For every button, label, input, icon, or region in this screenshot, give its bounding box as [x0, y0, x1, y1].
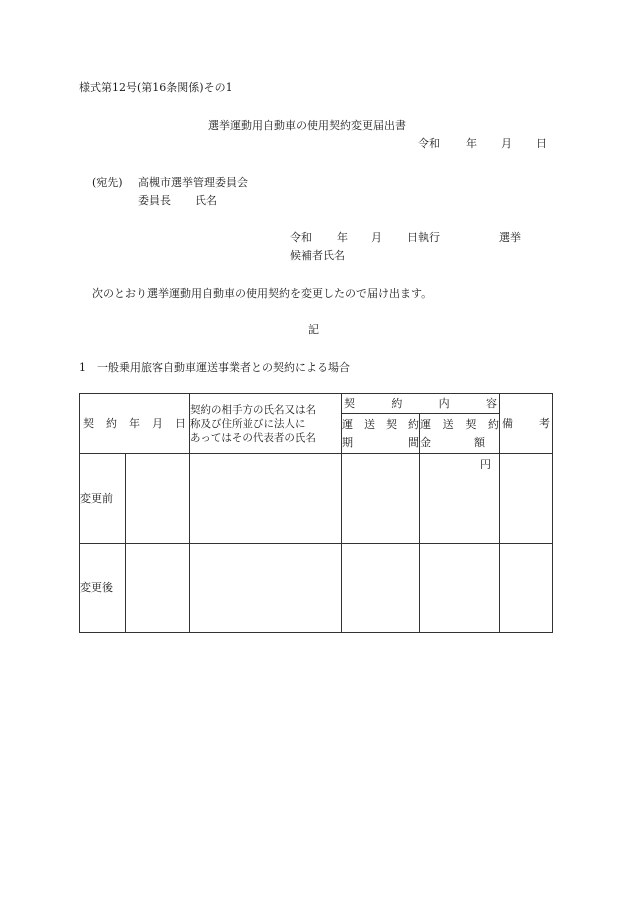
- cell-party-before: [190, 454, 342, 544]
- addressee-name: 高槻市選挙管理委員会: [138, 176, 248, 189]
- cell-contract-date-before: [126, 454, 190, 544]
- election-era: 令和: [290, 231, 312, 244]
- header-char: 金: [420, 435, 431, 449]
- table-row-before: [80, 454, 553, 544]
- cell-remarks-after: [500, 544, 553, 633]
- statement: 次のとおり選挙運動用自動車の使用契約を変更したので届け出ます。: [92, 287, 433, 300]
- header-char: 約: [106, 416, 117, 430]
- row-label-before: 変更前: [80, 454, 126, 544]
- header-char: 送: [364, 417, 375, 431]
- election-year: 年: [337, 231, 348, 244]
- header-char: 運: [420, 417, 431, 431]
- header-char: 契: [386, 417, 397, 431]
- addressee-chair: 委員長: [138, 194, 171, 207]
- date-month: 月: [501, 137, 512, 150]
- addressee-label: (宛先): [92, 176, 123, 189]
- cell-amount-before: [420, 454, 500, 544]
- cell-contract-date-after: [126, 544, 190, 633]
- date-era: 令和: [418, 137, 440, 150]
- election-day: 日執行: [407, 231, 440, 244]
- date-year: 年: [466, 137, 477, 150]
- header-line: 契約の相手方の氏名又は名: [190, 403, 316, 416]
- header-char: 額: [474, 435, 485, 449]
- cell-period-after: [342, 544, 420, 633]
- header-char: 約: [487, 417, 499, 431]
- header-char: 内: [438, 396, 450, 410]
- header-char: 送: [442, 417, 454, 431]
- header-char: 契: [465, 417, 477, 431]
- form-number: 様式第12号(第16条関係)その1: [79, 81, 233, 94]
- header-char: 約: [408, 417, 419, 431]
- header-char: 日: [175, 416, 186, 430]
- header-char: 容: [485, 396, 497, 410]
- cell-party-after: [190, 544, 342, 633]
- yen-unit: 円: [480, 458, 491, 471]
- header-char: 月: [152, 416, 163, 430]
- date-day: 日: [536, 137, 547, 150]
- cell-period-before: [342, 454, 420, 544]
- candidate-name-label: 候補者氏名: [290, 249, 345, 262]
- addressee-chair-name: 氏名: [195, 194, 217, 207]
- row-label-after: 変更後: [80, 544, 126, 633]
- header-transport-period: [342, 414, 420, 454]
- section-heading: 1 一般乗用旅客自動車運送事業者との契約による場合: [79, 361, 350, 374]
- cell-remarks-before: [500, 454, 553, 544]
- header-char: 契: [83, 416, 94, 430]
- header-char: 備: [502, 416, 513, 430]
- election-month: 月: [371, 231, 382, 244]
- header-char: 考: [539, 416, 550, 430]
- header-char: 期: [342, 435, 353, 449]
- header-contract-date: [80, 394, 190, 454]
- header-contract-party: [190, 394, 342, 454]
- cell-amount-after: [420, 544, 500, 633]
- header-char: 運: [342, 417, 353, 431]
- header-transport-amount: [420, 414, 500, 454]
- header-remarks: [500, 394, 553, 454]
- header-line: 称及び住所並びに法人に: [190, 417, 306, 430]
- header-char: 年: [129, 416, 140, 430]
- election-label: 選挙: [499, 231, 521, 244]
- header-char: 契: [344, 396, 355, 410]
- header-char: 約: [391, 396, 403, 410]
- document-title: 選挙運動用自動車の使用契約変更届出書: [208, 119, 406, 132]
- contract-table: [79, 393, 553, 633]
- header-contract-content: [342, 394, 500, 414]
- header-line: あってはその代表者の氏名: [190, 431, 316, 444]
- ki-heading: 記: [308, 323, 319, 336]
- header-char: 間: [408, 435, 419, 449]
- table-row-after: [80, 544, 553, 633]
